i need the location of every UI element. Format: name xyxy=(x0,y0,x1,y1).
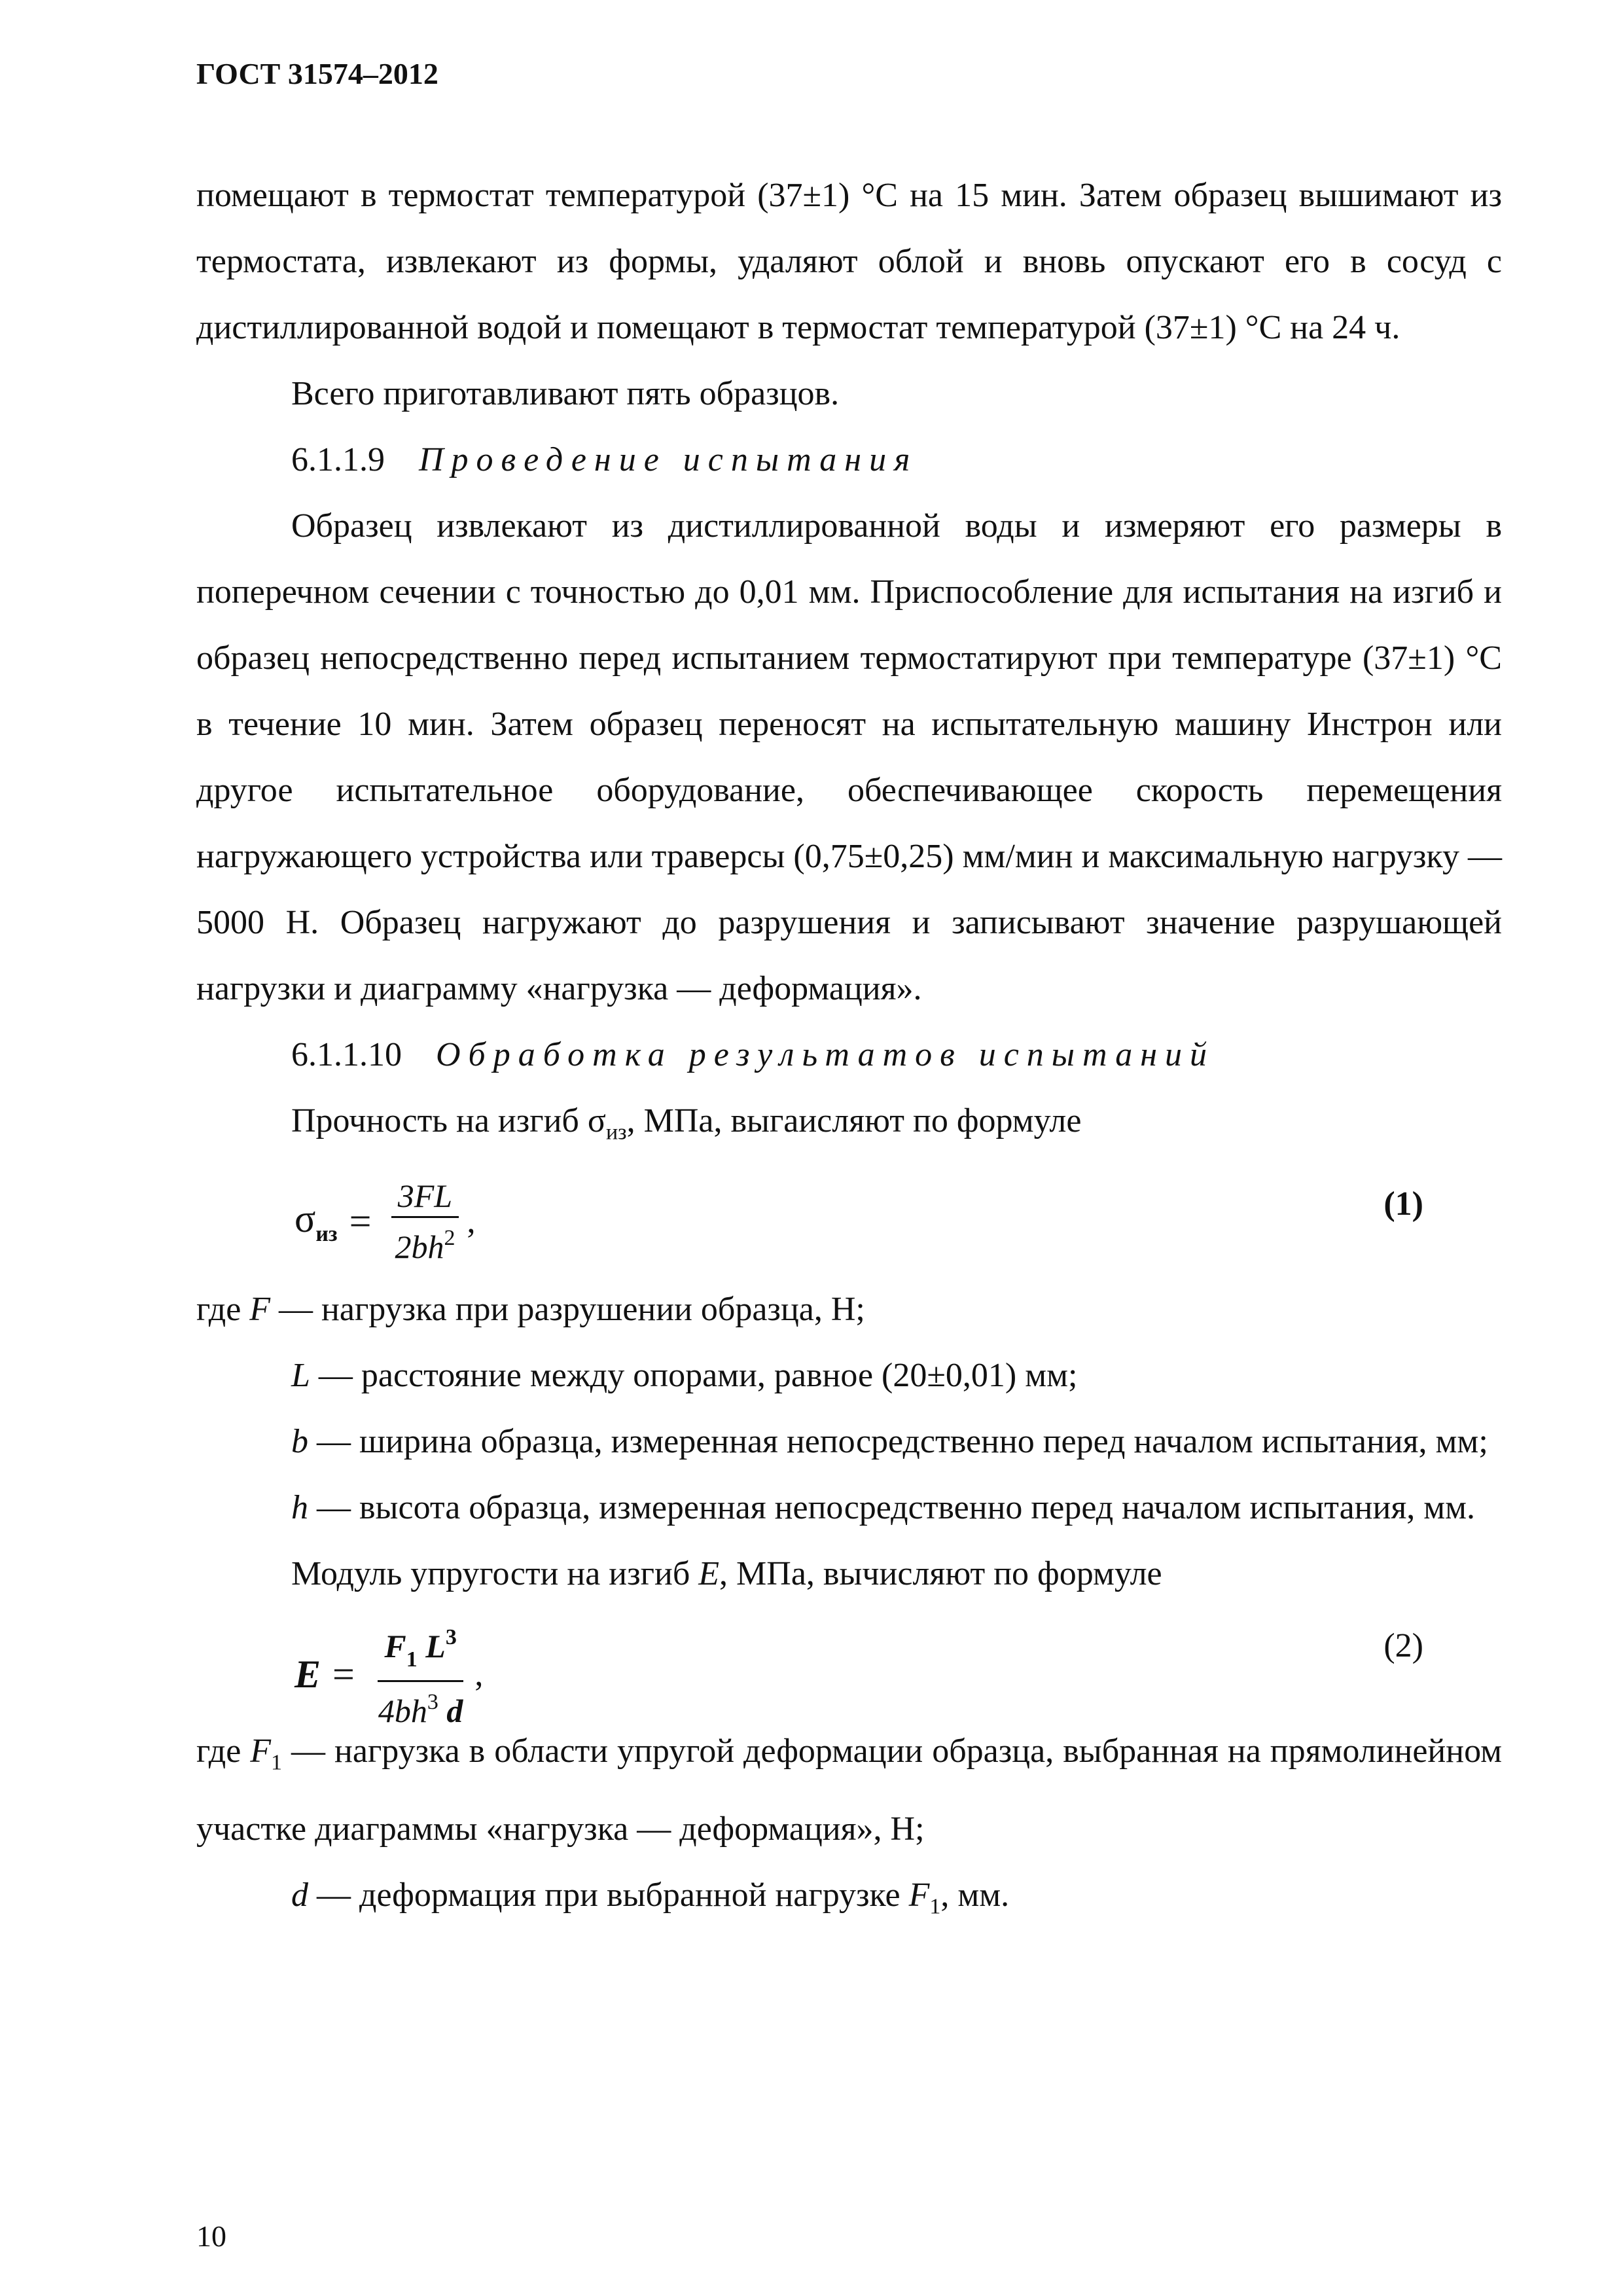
definition-h xyxy=(196,1475,1502,1541)
document-code-header: ГОСТ 31574–2012 xyxy=(196,57,438,90)
definition-b xyxy=(196,1408,1502,1475)
subscript: 1 xyxy=(929,1894,941,1919)
variable: E xyxy=(698,1555,720,1593)
formula-lhs xyxy=(294,1196,338,1247)
formula-comma: , xyxy=(474,1655,484,1693)
equals-sign: = xyxy=(349,1199,372,1243)
exponent: 3 xyxy=(445,1625,457,1650)
subscript: из xyxy=(315,1221,338,1246)
denominator-part: 4bh xyxy=(378,1693,427,1730)
denominator-part: d xyxy=(438,1693,463,1730)
equals-sign: = xyxy=(332,1652,355,1696)
numerator: 3FL xyxy=(391,1177,459,1218)
section-title: Обработка результатов испытаний xyxy=(436,1036,1215,1073)
text-fragment: , МПа, вычисляют по формуле xyxy=(719,1555,1162,1593)
text-fragment: , мм. xyxy=(940,1876,1010,1914)
text-fragment: — нагрузка при разрушении образца, Н; xyxy=(270,1291,865,1329)
equation-number: (1) xyxy=(1383,1185,1423,1223)
numerator-part: L xyxy=(417,1628,446,1665)
variable: F xyxy=(249,1291,271,1329)
text-fragment: где xyxy=(196,1291,250,1329)
fraction xyxy=(372,1619,470,1730)
text-fragment: Прочность на изгиб σ xyxy=(291,1102,606,1139)
subscript: из xyxy=(605,1120,627,1145)
definition-L xyxy=(196,1342,1502,1408)
definition-F1 xyxy=(196,1718,1502,1861)
fraction xyxy=(388,1177,461,1266)
variable: F xyxy=(250,1732,272,1770)
paragraph-samples-count: Всего приготавливают пять образцов. xyxy=(291,375,840,412)
formula-2 xyxy=(196,1607,1502,1730)
denominator xyxy=(388,1218,461,1266)
text-fragment: — нагрузка в области упругой деформации образца, выбранная на прямолинейном участке диаграммы «нагрузка — деформация», Н; xyxy=(196,1732,1502,1848)
variable: L xyxy=(291,1357,310,1395)
text-fragment: Модуль упругости на изгиб xyxy=(291,1555,699,1593)
equation-number: (2) xyxy=(1383,1627,1423,1665)
paragraph-elastic-modulus xyxy=(196,1541,1502,1607)
page-number: 10 xyxy=(196,2219,226,2253)
numerator xyxy=(378,1619,463,1682)
subscript: 1 xyxy=(271,1750,283,1775)
variable: h xyxy=(291,1489,308,1527)
section-6-1-1-10-heading xyxy=(196,1022,1502,1088)
definition-F xyxy=(196,1276,1502,1342)
text-fragment: — расстояние между опорами, равное (20±0,01) мм; xyxy=(310,1357,1078,1395)
text-fragment: — деформация при выбранной нагрузке xyxy=(308,1876,909,1914)
paragraph-bending-strength xyxy=(196,1088,1502,1165)
subscript: 1 xyxy=(406,1647,418,1672)
paragraph-test-procedure: Образец извлекают из дистиллированной воды и измеряют его размеры в поперечном сечении с точностью до 0,01 мм. Приспособление для испытания на изгиб и образец непосредственно перед испытанием термостатируют при температуре (37±1) °С в течение 10 мин. Затем образец переносят на испытательную машину Инстрон или другое испытательное оборудование, обеспечивающее скорость перемещения нагружающего устройства или траверсы (0,75±0,25) мм/мин и максимальную нагрузку — 5000 Н. Образец нагружают до разрушения и записывают значение разрушающей нагрузки и диаграмму «нагрузка — деформация». xyxy=(196,507,1502,1007)
formula-bending-strength xyxy=(294,1177,475,1266)
exponent: 2 xyxy=(444,1226,455,1251)
numerator-part: F xyxy=(384,1628,406,1665)
variable: b xyxy=(291,1423,308,1461)
text-fragment: где xyxy=(196,1732,251,1770)
formula-lhs: E xyxy=(294,1652,321,1696)
exponent: 3 xyxy=(427,1690,438,1715)
definition-d xyxy=(196,1862,1502,1939)
text-fragment: — ширина образца, измеренная непосредственно перед началом испытания, мм; xyxy=(308,1423,1488,1461)
text-fragment: — высота образца, измеренная непосредственно перед началом испытания, мм. xyxy=(308,1489,1476,1527)
document-body xyxy=(196,162,1502,1939)
paragraph-thermostat: помещают в термостат температурой (37±1) °С на 15 мин. Затем образец вышимают из термостата, извлекают из формы, удаляют облой и вновь опускают его в сосуд с дистиллированной водой и помещают в термостат температурой (37±1) °С на 24 ч. xyxy=(196,177,1502,346)
sigma-symbol: σ xyxy=(294,1196,316,1240)
denominator-base: 2bh xyxy=(395,1229,444,1266)
section-number: 6.1.1.9 xyxy=(291,441,385,478)
section-6-1-1-9-heading xyxy=(196,427,1502,493)
section-number: 6.1.1.10 xyxy=(291,1036,402,1073)
section-title: Проведение испытания xyxy=(419,441,918,478)
formula-elastic-modulus xyxy=(294,1619,483,1730)
variable: F xyxy=(908,1876,930,1914)
denominator xyxy=(372,1682,470,1730)
text-fragment: , МПа, выгаисляют по формуле xyxy=(626,1102,1082,1139)
variable: d xyxy=(291,1876,308,1914)
formula-1 xyxy=(196,1165,1502,1276)
formula-comma: , xyxy=(467,1202,476,1240)
